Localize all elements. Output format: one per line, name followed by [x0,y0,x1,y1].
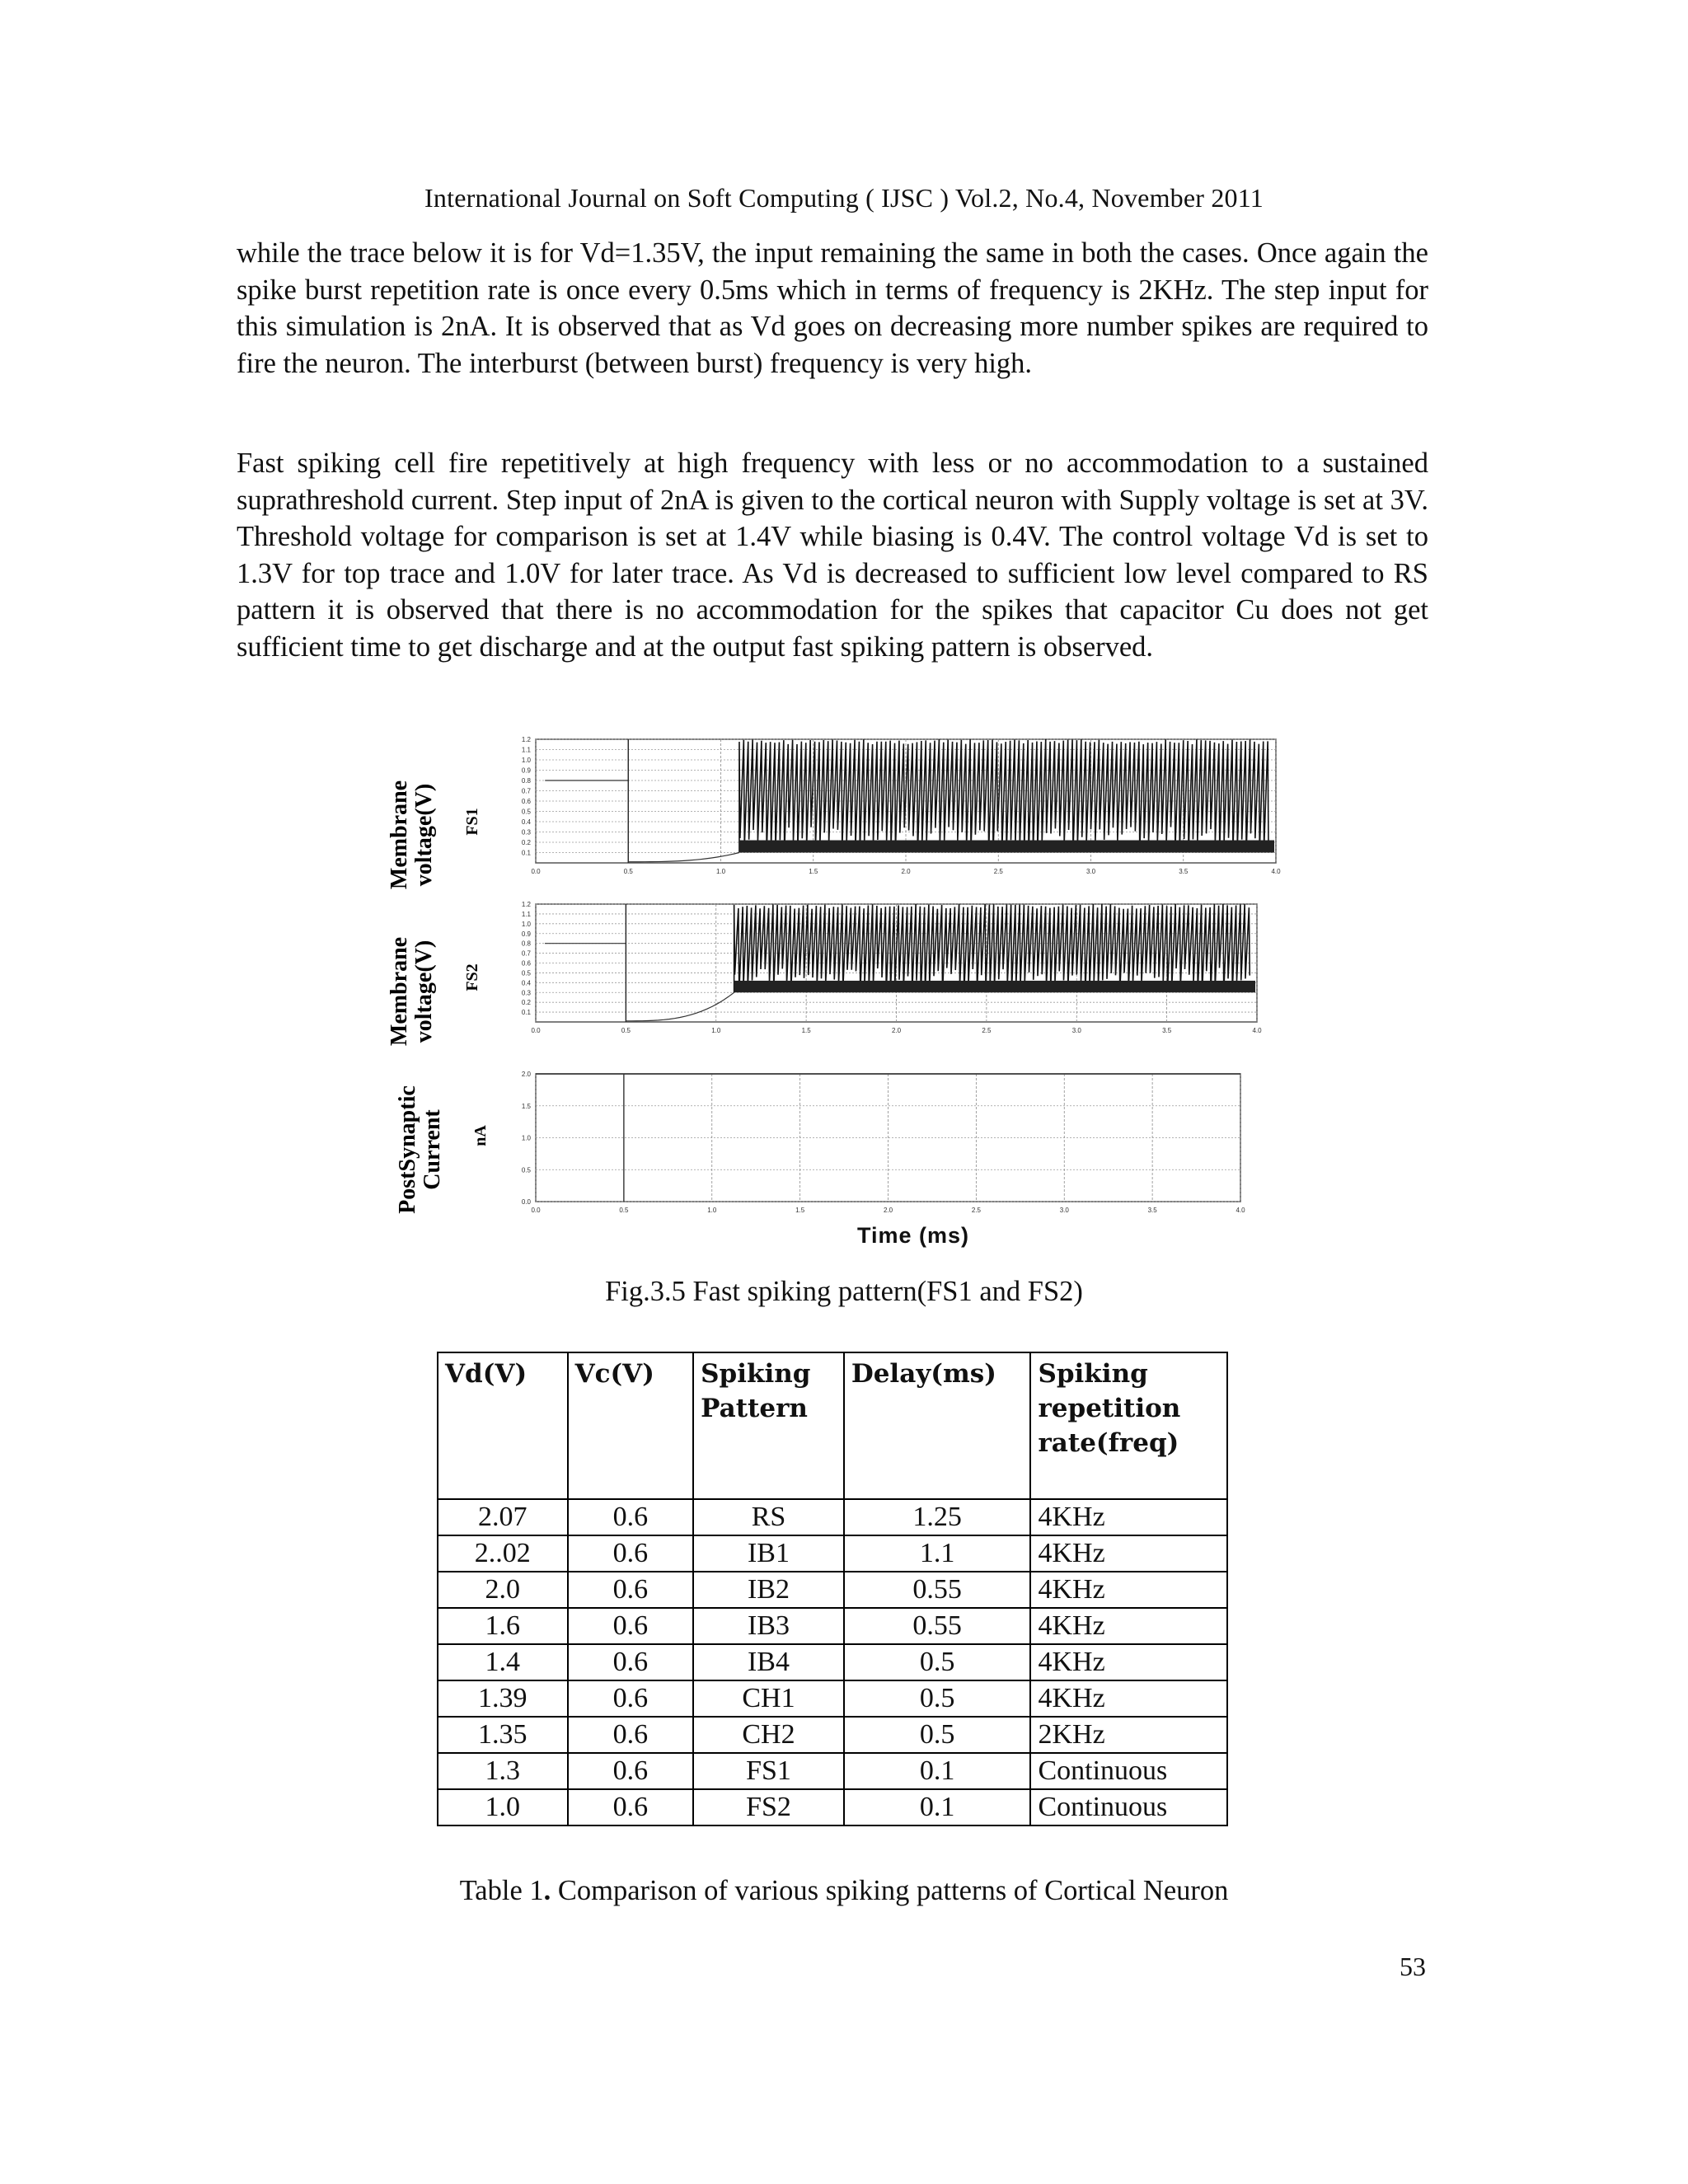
panel2-ylabel: Membrane voltage(V) [387,936,437,1047]
y-tick-label: 0.7 [521,949,531,958]
table-cell: 0.6 [568,1535,694,1572]
table-row [438,1753,1227,1789]
x-tick-label: 4.0 [1236,1207,1245,1214]
table-cell: 2.07 [438,1499,568,1535]
x-tick-label: 3.5 [1147,1207,1157,1214]
table-header-cell: Delay(ms) [844,1352,1031,1499]
panel2-tag: FS2 [463,963,481,991]
x-tick-label: 4.0 [1252,1027,1262,1034]
x-tick-label: 2.5 [993,868,1003,875]
table-cell: Continuous [1030,1789,1227,1825]
y-tick-label: 0.2 [521,839,531,846]
table-cell: 4KHz [1030,1680,1227,1717]
x-tick-label: 2.0 [901,868,911,875]
table-row [438,1680,1227,1717]
x-tick-label: 0.5 [623,868,633,875]
table-cell: 4KHz [1030,1499,1227,1535]
journal-header: International Journal on Soft Computing ( IJSC ) Vol.2, No.4, November 2011 [424,183,1264,213]
table-row [438,1572,1227,1608]
table-cell: 0.1 [844,1753,1031,1789]
table-cell: Continuous [1030,1753,1227,1789]
page-number: 53 [1400,1952,1426,1981]
x-tick-label: 3.5 [1179,868,1189,875]
table-header-cell: Vc(V) [568,1352,694,1499]
table-cell: 1.25 [844,1499,1031,1535]
x-tick-label: 0.5 [621,1027,631,1034]
y-tick-label: 0.8 [521,940,531,948]
table-row [438,1535,1227,1572]
y-tick-label: 1.0 [521,920,531,928]
panel1-tag: FS1 [463,808,481,836]
x-tick-label: 3.0 [1071,1027,1081,1034]
x-tick-label: 2.5 [982,1027,992,1034]
table-cell: 1.35 [438,1717,568,1753]
y-tick-label: 0.5 [521,808,531,816]
table-row [438,1608,1227,1644]
table-cell: 0.6 [568,1789,694,1825]
table-cell: 0.55 [844,1572,1031,1608]
panel3-tag: nA [471,1125,490,1146]
table-cell: 0.6 [568,1572,694,1608]
table-cell: FS1 [693,1753,844,1789]
x-tick-label: 1.0 [707,1207,717,1214]
table-cell: 0.5 [844,1680,1031,1717]
x-tick-label: 0.5 [619,1207,629,1214]
y-tick-label: 0.2 [521,999,531,1007]
table-cell: 1.6 [438,1608,568,1644]
table-cell: FS2 [693,1789,844,1825]
y-tick-label: 0.4 [521,818,531,826]
table-cell: 0.5 [844,1717,1031,1753]
table-row [438,1499,1227,1535]
x-tick-label: 3.0 [1059,1207,1069,1214]
table-cell: 1.39 [438,1680,568,1717]
table-cell: 0.5 [844,1644,1031,1680]
x-tick-label: 2.0 [883,1207,893,1214]
y-tick-label: 1.1 [521,746,531,754]
paragraph-1: while the trace below it is for Vd=1.35V, the input remaining the same in both the cases. Once again the spike burst repetition rate is once every 0.5ms which in terms of frequency is 2KHz. The step input for this simulation is 2nA. It is observed that as Vd goes on decreasing more number spikes are required to fire the neuron. The interburst (between burst) frequency is very high. [237,237,1428,379]
x-tick-label: 4.0 [1271,868,1281,875]
y-tick-label: 0.0 [521,1198,531,1206]
table-header-row [438,1352,1227,1499]
figure-xlabel: Time (ms) [857,1223,970,1248]
y-tick-label: 0.1 [521,849,531,857]
y-tick-label: 1.1 [521,910,531,918]
y-tick-label: 2.0 [521,1071,531,1078]
comparison-table [437,1352,1228,1826]
table-cell: 4KHz [1030,1644,1227,1680]
table-cell: CH1 [693,1680,844,1717]
table-cell: 1.1 [844,1535,1031,1572]
y-tick-label: 0.9 [521,930,531,938]
y-tick-label: 0.7 [521,787,531,795]
x-tick-label: 3.5 [1162,1027,1172,1034]
table-header-cell: Spiking Pattern [693,1352,844,1499]
table-cell: 1.3 [438,1753,568,1789]
y-tick-label: 1.0 [521,1134,531,1142]
trace-spike-floor [739,841,1274,853]
x-tick-label: 1.5 [801,1027,811,1034]
table-cell: 1.0 [438,1789,568,1825]
y-tick-label: 1.2 [521,901,531,908]
table-row [438,1717,1227,1753]
x-tick-label: 1.0 [711,1027,721,1034]
panel3-ylabel: PostSynaptic Current [395,1085,445,1214]
table-cell: IB4 [693,1644,844,1680]
table-cell: IB3 [693,1608,844,1644]
table-caption: Table 1. Comparison of various spiking patterns of Cortical Neuron [459,1875,1229,1906]
table-header-cell: Spiking repetition rate(freq) [1030,1352,1227,1499]
table-cell: 4KHz [1030,1608,1227,1644]
y-tick-label: 1.5 [521,1102,531,1110]
table-cell: RS [693,1499,844,1535]
table-header-cell: Vd(V) [438,1352,568,1499]
y-tick-label: 0.8 [521,777,531,785]
table-cell: 0.6 [568,1680,694,1717]
y-tick-label: 0.1 [521,1009,531,1017]
x-tick-label: 1.0 [715,868,726,875]
y-tick-label: 0.5 [521,969,531,977]
trace-spike-floor [734,981,1255,992]
y-tick-label: 0.6 [521,959,531,968]
table-row [438,1644,1227,1680]
x-tick-label: 0.0 [531,1207,541,1214]
paragraph-2: Fast spiking cell fire repetitively at high frequency with less or no accommodation to a sustained suprathreshold current. Step input of 2nA is given to the cortical neuron with Supply voltage is set at 3V. Threshold voltage for comparison is set at 1.4V while biasing is 0.4V. The control voltage Vd is set to 1.3V for top trace and 1.0V for later trace. As Vd is decreased to sufficient low level compared to RS pattern it is observed that there is no accommodation for the spikes that capacitor Cu does not get sufficient time to get discharge and at the output fast spiking pattern is observed. [237,448,1428,663]
table-cell: 0.55 [844,1608,1031,1644]
y-tick-label: 0.9 [521,766,531,775]
x-tick-label: 1.5 [795,1207,805,1214]
table-cell: 4KHz [1030,1572,1227,1608]
table-cell: 2..02 [438,1535,568,1572]
x-tick-label: 2.0 [891,1027,902,1034]
x-tick-label: 0.0 [531,1027,541,1034]
table-cell: 1.4 [438,1644,568,1680]
table-cell: 0.1 [844,1789,1031,1825]
x-tick-label: 3.0 [1085,868,1096,875]
table-cell: CH2 [693,1717,844,1753]
y-tick-label: 0.3 [521,828,531,837]
table-cell: 2.0 [438,1572,568,1608]
x-tick-label: 1.5 [809,868,818,875]
table-cell: IB1 [693,1535,844,1572]
figure-caption: Fig.3.5 Fast spiking pattern(FS1 and FS2) [605,1276,1083,1307]
table-cell: 0.6 [568,1608,694,1644]
table-row [438,1789,1227,1825]
y-tick-label: 0.5 [521,1166,531,1174]
x-tick-label: 0.0 [531,868,541,875]
y-tick-label: 1.2 [521,736,531,743]
table-cell: 2KHz [1030,1717,1227,1753]
table-cell: IB2 [693,1572,844,1608]
x-tick-label: 2.5 [971,1207,981,1214]
table-cell: 4KHz [1030,1535,1227,1572]
table-cell: 0.6 [568,1753,694,1789]
panel1-ylabel: Membrane voltage(V) [387,780,437,890]
y-tick-label: 0.4 [521,979,531,987]
table-cell: 0.6 [568,1717,694,1753]
y-tick-label: 1.0 [521,757,531,764]
y-tick-label: 0.3 [521,989,531,997]
table-cell: 0.6 [568,1499,694,1535]
table-cell: 0.6 [568,1644,694,1680]
y-tick-label: 0.6 [521,798,531,805]
